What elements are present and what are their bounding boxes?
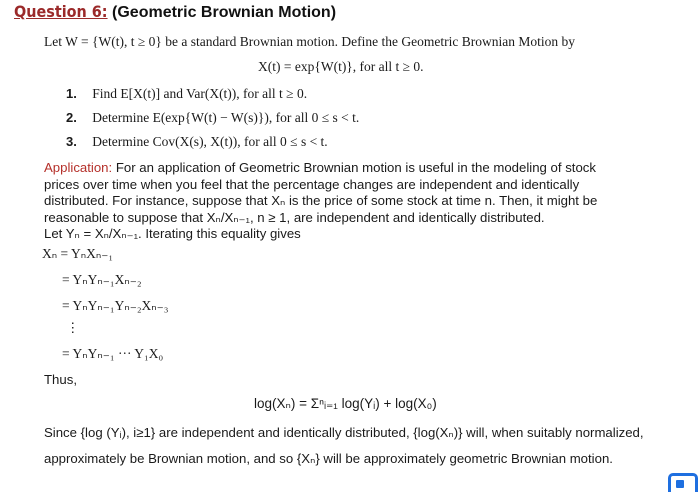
app-corner-icon[interactable] [668, 473, 698, 492]
application-line: Application: For an application of Geometric Brownian motion is useful in the modeling of stock [44, 160, 596, 175]
gbm-definition: X(t) = exp{W(t)}, for all t ≥ 0. [258, 59, 424, 74]
conclusion-paragraph: Since {log (Yᵢ), i≥1} are independent and identically distributed, {log(Xₙ)} will, when suitably normalized, approximately be Brownian motion, and so {Xₙ} will be approximately geometric Brownian motion. [44, 425, 644, 466]
derivation-line: = YₙYₙ₋₁Xₙ₋₂ [62, 272, 142, 287]
derivation-line: = YₙYₙ₋₁ ··· Y₁X₀ [62, 346, 164, 361]
derivation-line: = YₙYₙ₋₁Yₙ₋₂Xₙ₋₃ [62, 298, 169, 313]
item-number: 3. [66, 134, 77, 149]
derivation-line: ⋮ [66, 320, 80, 335]
question-label: Question 6: [14, 2, 108, 21]
question-topic: (Geometric Brownian Motion) [112, 4, 337, 21]
item-number: 2. [66, 110, 77, 125]
list-item [66, 110, 359, 126]
list-item [66, 134, 328, 150]
list-item [66, 86, 307, 102]
item-text: Determine E(exp{W(t) − W(s)}), for all 0 ≤ s < t. [92, 110, 360, 125]
application-line: Let Yₙ = Xₙ/Xₙ₋₁. Iterating this equality gives [44, 226, 301, 241]
application-line: prices over time when you feel that the percentage changes are independent and identically [44, 176, 580, 192]
intro-text: Let W = {W(t), t ≥ 0} be a standard Brownian motion. Define the Geometric Brownian Motion by [44, 34, 575, 49]
application-line: distributed. For instance, suppose that Xₙ is the price of some stock at time n. Then, it might be [44, 193, 598, 208]
thus-label: Thus, [44, 372, 77, 387]
application-paragraph [44, 160, 644, 243]
application-label: Application: [44, 160, 113, 175]
derivation-line: Xₙ = YₙXₙ₋₁ [42, 246, 114, 261]
log-equation: log(Xₙ) = Σⁿᵢ₌₁ log(Yᵢ) + log(X₀) [254, 396, 437, 411]
item-number: 1. [66, 86, 77, 101]
item-text: Determine Cov(X(s), X(t)), for all 0 ≤ s < t. [92, 134, 328, 149]
question-title [14, 2, 336, 22]
application-line: reasonable to suppose that Xₙ/Xₙ₋₁, n ≥ 1, are independent and identically distributed. [44, 209, 545, 225]
item-text: Find E[X(t)] and Var(X(t)), for all t ≥ 0. [92, 86, 308, 101]
